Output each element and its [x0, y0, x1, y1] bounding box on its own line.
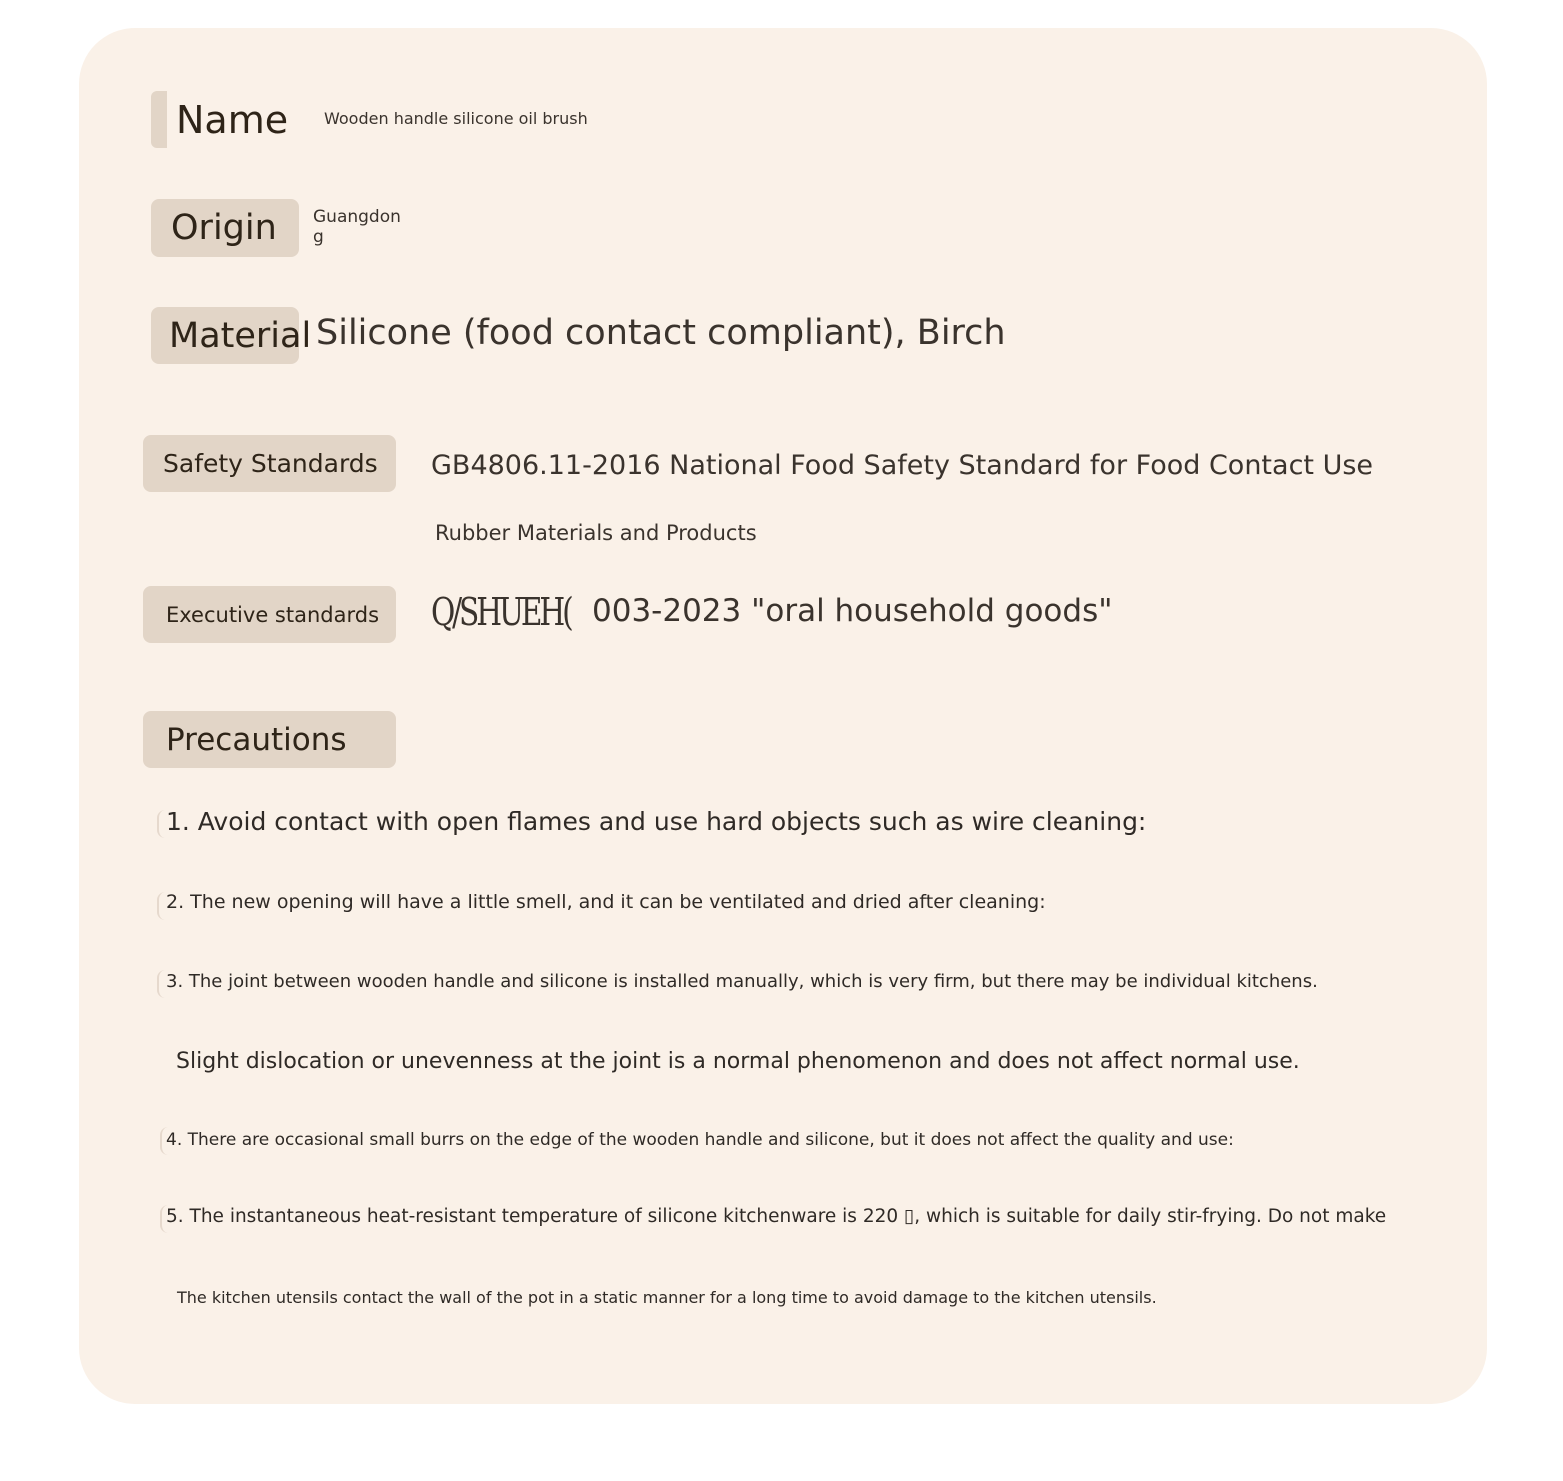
precaution-item-5: 5. The instantaneous heat-resistant temperature of silicone kitchenware is 220 ▯, which is suitable for daily stir-frying. Do not make [166, 1206, 1387, 1227]
safety-standards-value-line-2: Rubber Materials and Products [435, 521, 757, 545]
precautions-heading-text: Precautions [166, 721, 347, 758]
precautions-heading [143, 711, 396, 768]
origin-value-line-1: Guangdon [313, 207, 401, 227]
name-label-text: Name [176, 97, 289, 142]
bullet-2-mark [157, 892, 165, 920]
executive-standards-label-text: Executive standards [166, 602, 380, 627]
name-label [151, 91, 297, 148]
bullet-3-mark [157, 970, 165, 998]
bullet-1-mark [157, 810, 165, 838]
precaution-item-1: 1. Avoid contact with open flames and use hard objects such as wire cleaning: [166, 807, 1147, 836]
origin-label [151, 199, 299, 257]
precaution-item-5-continuation: The kitchen utensils contact the wall of the pot in a static manner for a long time to avoid damage to the kitchen utensils. [177, 1288, 1157, 1307]
executive-standards-code: Q/SHUEH( [431, 590, 571, 634]
origin-value-line-2: g [313, 227, 324, 247]
precaution-item-3: 3. The joint between wooden handle and silicone is installed manually, which is very firm, but there may be individual kitchens. [166, 971, 1318, 992]
safety-standards-value-line-1: GB4806.11-2016 National Food Safety Standard for Food Contact Use [431, 450, 1374, 481]
material-value: Silicone (food contact compliant), Birch [316, 313, 1006, 353]
precaution-item-4: 4. There are occasional small burrs on the edge of the wooden handle and silicone, but it does not affect the quality and use: [166, 1130, 1234, 1150]
safety-standards-label [143, 435, 396, 492]
material-label-text: Material [169, 315, 312, 356]
name-value: Wooden handle silicone oil brush [324, 109, 588, 128]
precaution-item-3-continuation: Slight dislocation or unevenness at the joint is a normal phenomenon and does not affect normal use. [176, 1049, 1300, 1074]
precaution-item-2: 2. The new opening will have a little smell, and it can be ventilated and dried after cleaning: [166, 891, 1046, 913]
safety-standards-label-text: Safety Standards [163, 449, 378, 478]
material-label [151, 307, 312, 364]
executive-standards-label [143, 586, 396, 643]
executive-standards-value: 003-2023 "oral household goods" [592, 593, 1113, 629]
origin-label-text: Origin [171, 208, 277, 248]
